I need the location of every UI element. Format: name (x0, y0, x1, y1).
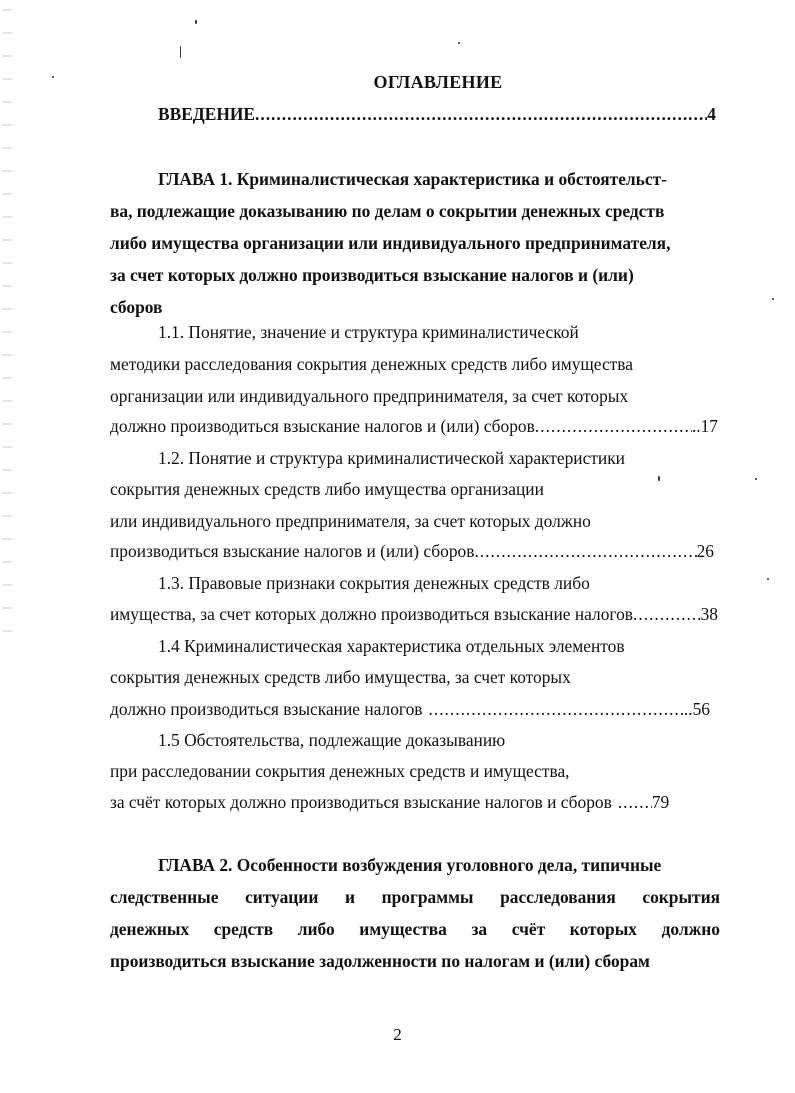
chapter2-title-line: производиться взыскание задолженности по налогам и (или) сборам (110, 951, 650, 971)
word: которых (569, 919, 638, 939)
toc-entry-label: производиться взыскание налогов и (или) сборов (110, 541, 475, 561)
toc-entry-page: 79 (651, 792, 670, 812)
word: имущества (359, 919, 447, 939)
leader-dots (535, 416, 692, 436)
toc-entry-1-4[interactable] (110, 699, 710, 719)
toc-section-1-4-line[interactable]: сокрытия денежных средств либо имущества, за счет которых (110, 667, 571, 687)
toc-section-1-1-line[interactable]: 1.1. Понятие, значение и структура криминалистической (158, 322, 579, 342)
toc-entry-page: 38 (700, 604, 718, 624)
word: ситуации (245, 887, 319, 907)
toc-entry-1-3[interactable] (110, 604, 718, 624)
toc-entry-page: 26 (696, 541, 714, 561)
chapter1-title-line: сборов (110, 297, 163, 317)
toc-entry-label: должно производиться взыскание налогов (110, 699, 423, 719)
chapter1-title-line: ва, подлежащие доказыванию по делам о сокрытии денежных средств (110, 201, 665, 221)
toc-entry-intro[interactable] (158, 104, 716, 124)
word: программы (381, 887, 474, 907)
chapter2-title-line (110, 887, 720, 907)
toc-entry-page: ..17 (691, 416, 718, 436)
scan-speck (755, 478, 757, 480)
toc-section-1-2-line[interactable]: или индивидуального предпринимателя, за счет которых должно (110, 511, 591, 531)
toc-section-1-5-line[interactable]: 1.5 Обстоятельства, подлежащие доказыванию (158, 730, 506, 750)
scan-speck (195, 20, 197, 24)
word: и (344, 887, 355, 907)
scan-speck (658, 476, 660, 481)
page-number: 2 (393, 1025, 402, 1044)
toc-section-1-4-line[interactable]: 1.4 Криминалистическая характеристика отдельных элементов (158, 636, 625, 656)
toc-heading: ОГЛАВЛЕНИЕ (373, 72, 503, 92)
toc-entry-page: 4 (707, 104, 716, 124)
toc-entry-label: ВВЕДЕНИЕ (158, 104, 256, 124)
toc-entry-1-1[interactable] (110, 416, 718, 436)
toc-section-1-1-line[interactable]: организации или индивидуального предпринимателя, за счет которых (110, 386, 629, 406)
toc-entry-label: за счёт которых должно производиться взыскание налогов и сборов (110, 792, 612, 812)
scan-speck (772, 298, 774, 300)
word: счёт (511, 919, 546, 939)
word: должно (661, 919, 720, 939)
toc-entry-page: ..56 (683, 699, 710, 719)
toc-entry-1-5[interactable] (110, 792, 706, 812)
scan-speck (458, 42, 460, 44)
leader-dots (633, 604, 701, 624)
word: денежных (110, 919, 190, 939)
chapter2-title-line (110, 919, 720, 939)
leader-dots (255, 104, 707, 124)
chapter1-title-line: ГЛАВА 1. Криминалистическая характеристика и обстоятельст- (158, 169, 667, 189)
word: расследования (500, 887, 616, 907)
scan-speck (180, 46, 181, 58)
toc-section-1-3-line[interactable]: 1.3. Правовые признаки сокрытия денежных средств либо (158, 573, 590, 593)
leader-dots (429, 699, 684, 719)
word: следственные (110, 887, 219, 907)
leader-dots (618, 792, 652, 812)
scan-speck (767, 578, 769, 580)
toc-section-1-1-line[interactable]: методики расследования сокрытия денежных средств либо имущества (110, 354, 633, 374)
toc-section-1-2-line[interactable]: 1.2. Понятие и структура криминалистической характеристики (158, 448, 625, 468)
leader-dots (474, 541, 696, 561)
toc-entry-label: должно производиться взыскание налогов и (или) сборов (110, 416, 535, 436)
toc-entry-label: имущества, за счет которых должно производиться взыскание налогов (110, 604, 633, 624)
chapter1-title-line: либо имущества организации или индивидуального предпринимателя, (110, 233, 671, 253)
word: сокрытия (642, 887, 720, 907)
toc-section-1-2-line[interactable]: сокрытия денежных средств либо имущества организации (110, 479, 544, 499)
word: либо (297, 919, 335, 939)
scan-edge-noise (2, 0, 12, 640)
word: средств (213, 919, 274, 939)
word: за (471, 919, 488, 939)
chapter1-title-line: за счет которых должно производиться взыскание налогов и (или) (110, 265, 634, 285)
toc-section-1-5-line[interactable]: при расследовании сокрытия денежных средств и имущества, (110, 761, 570, 781)
chapter2-title-line: ГЛАВА 2. Особенности возбуждения уголовного дела, типичные (158, 855, 662, 875)
toc-entry-1-2[interactable] (110, 541, 714, 561)
